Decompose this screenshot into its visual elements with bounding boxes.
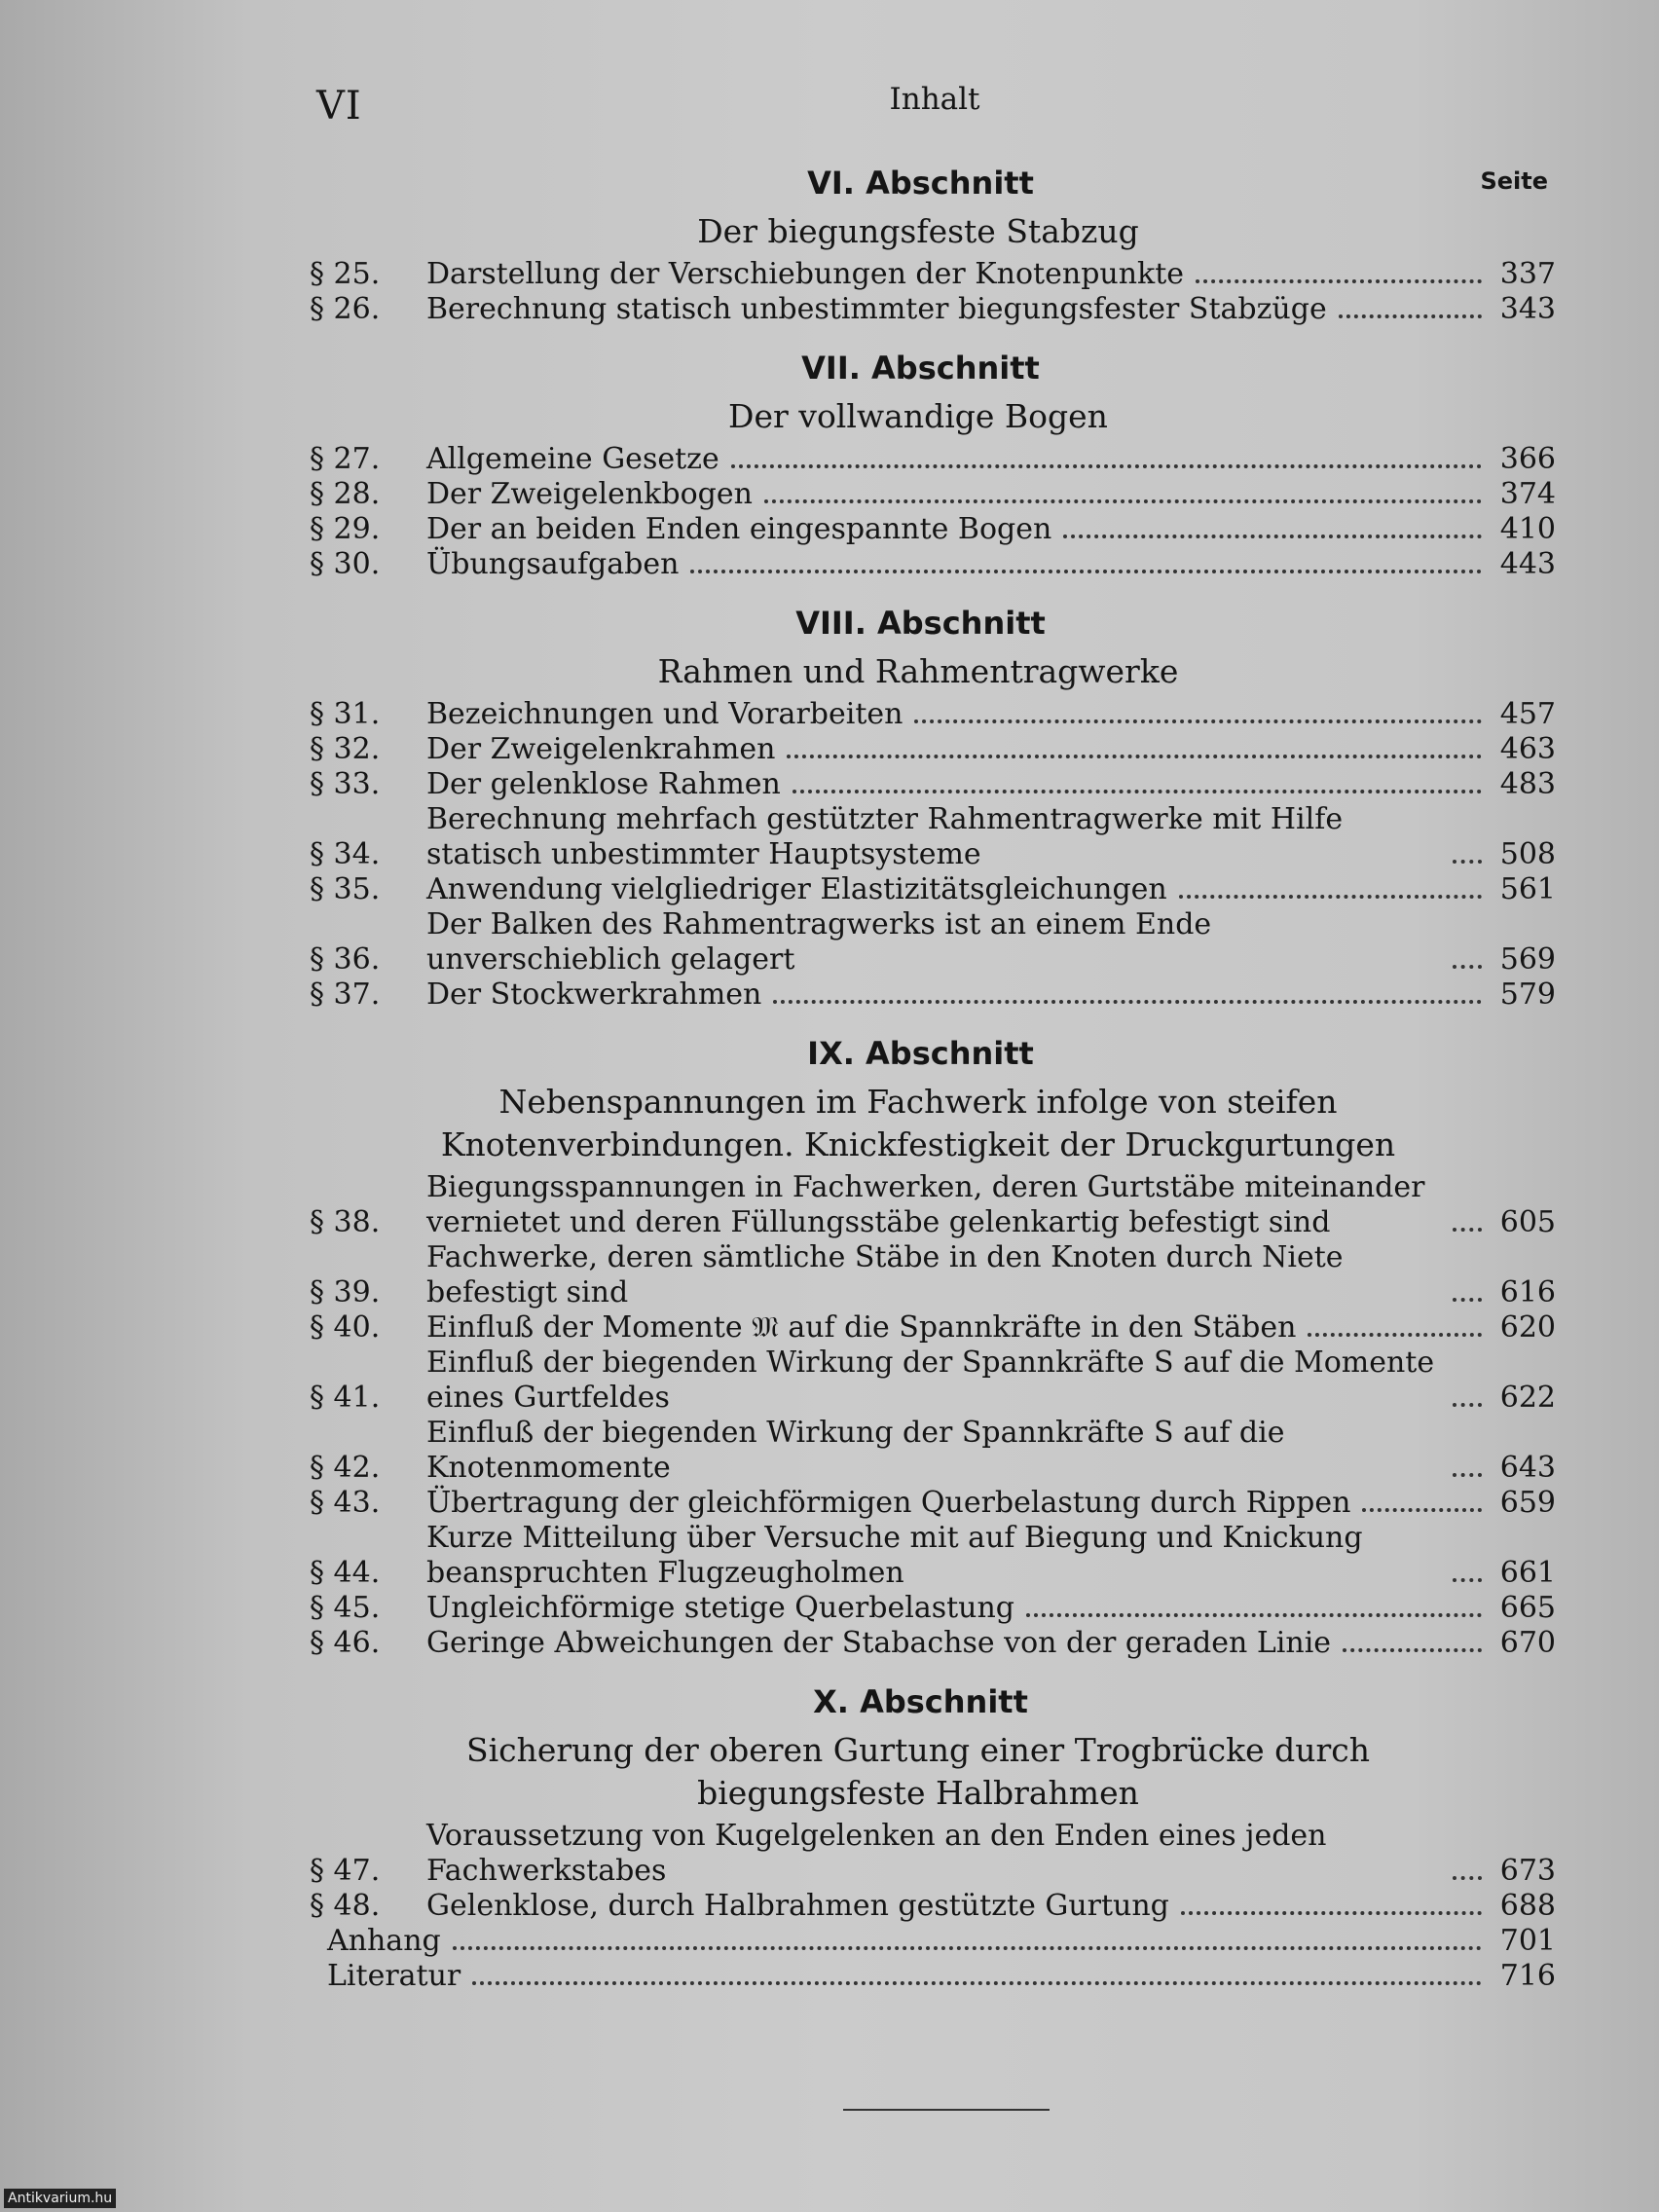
entry-title: Übertragung der gleichförmigen Querbelastung durch Rippen <box>426 1486 1351 1520</box>
entry-title: Gelenklose, durch Halbrahmen gestützte Gurtung <box>426 1889 1169 1923</box>
entry-title: Fachwerke, deren sämtliche Stäbe in den Knoten durch Niete befestigt sind <box>426 1240 1344 1309</box>
page-reference: 665 <box>1499 1591 1556 1625</box>
toc-entry <box>310 477 1556 512</box>
entry-body <box>426 257 1497 292</box>
section-spacer <box>310 1013 1556 1026</box>
toc-entry <box>310 1959 1556 1994</box>
section-title: Sicherung der oberen Gurtung einer Trogbrücke durch biegungsfeste Halbrahmen <box>465 1731 1371 1812</box>
entry-title: Einfluß der biegenden Wirkung der Spannkräfte S auf die Knotenmomente <box>426 1416 1285 1485</box>
paragraph-number: § 40. <box>310 1310 381 1345</box>
watermark: Antikvarium.hu <box>4 2189 116 2208</box>
section-title: Der vollwandige Bogen <box>728 397 1108 435</box>
dot-leader <box>1453 965 1482 969</box>
toc-entry <box>310 1924 1556 1959</box>
entry-title: Der Balken des Rahmentragwerks ist an einem Ende unverschieblich gelagert <box>426 907 1212 977</box>
entry-body <box>426 767 1497 802</box>
dot-leader <box>1453 1473 1482 1477</box>
entry-title: Einfluß der biegenden Wirkung der Spannkräfte S auf die Momente eines Gurtfeldes <box>426 1346 1435 1415</box>
paragraph-number: § 38. <box>310 1205 381 1239</box>
page-reference: 605 <box>1499 1205 1556 1239</box>
page-reference: 410 <box>1499 512 1556 546</box>
dot-leader <box>773 1000 1482 1004</box>
dot-leader <box>1453 1876 1482 1880</box>
dot-leader <box>472 1981 1482 1985</box>
running-title: Inhalt <box>889 82 980 117</box>
section-heading: VII. Abschnitt <box>801 350 1040 387</box>
toc-entry <box>310 1416 1556 1486</box>
paragraph-number: § 35. <box>310 872 381 906</box>
toc-entry <box>310 1521 1556 1591</box>
toc-section <box>310 1675 1556 2008</box>
dot-leader <box>1181 1911 1482 1915</box>
entry-title: Geringe Abweichungen der Stabachse von der geraden Linie <box>426 1626 1332 1660</box>
paragraph-number: § 34. <box>310 837 381 871</box>
toc-entry <box>310 907 1556 977</box>
entry-body <box>426 1170 1497 1240</box>
entry-body <box>426 292 1497 327</box>
entry-title: Ungleichförmige stetige Querbelastung <box>426 1591 1015 1625</box>
page-number: VI <box>316 84 362 129</box>
toc-entry <box>310 292 1556 327</box>
toc-entry <box>310 802 1556 872</box>
paragraph-number: § 37. <box>310 977 381 1012</box>
paragraph-number: § 41. <box>310 1381 381 1415</box>
section-title: Rahmen und Rahmentragwerke <box>657 652 1179 690</box>
dot-leader <box>764 499 1482 503</box>
dot-leader <box>1453 1403 1482 1407</box>
page-reference: 643 <box>1499 1451 1556 1485</box>
dot-leader <box>1179 895 1482 899</box>
entry-body <box>426 697 1497 732</box>
paragraph-number: § 46. <box>310 1626 381 1660</box>
dot-leader <box>1308 1333 1482 1337</box>
section-heading: IX. Abschnitt <box>807 1035 1034 1072</box>
dot-leader <box>1339 314 1482 318</box>
entry-body <box>426 872 1497 907</box>
section-heading: VIII. Abschnitt <box>795 605 1046 642</box>
toc-entry <box>310 767 1556 802</box>
paragraph-number: § 33. <box>310 767 381 801</box>
dot-leader <box>690 570 1482 573</box>
entry-body <box>426 1346 1497 1416</box>
entry-title: Der Stockwerkrahmen <box>426 977 762 1012</box>
toc-section <box>310 156 1556 341</box>
dot-leader <box>1063 535 1482 538</box>
page-reference: 508 <box>1499 837 1556 871</box>
toc-entry <box>310 1889 1556 1924</box>
paragraph-number: § 25. <box>310 257 381 291</box>
paragraph-number: § 30. <box>310 547 381 581</box>
page-reference: 443 <box>1499 547 1556 581</box>
toc-entry <box>310 697 1556 732</box>
page-reference: 620 <box>1499 1310 1556 1345</box>
page-reference: 374 <box>1499 477 1556 511</box>
page-reference: 673 <box>1499 1854 1556 1888</box>
entry-title: Der an beiden Enden eingespannte Bogen <box>426 512 1052 546</box>
entry-body <box>426 1310 1497 1346</box>
page-reference: 659 <box>1499 1486 1556 1520</box>
entry-body <box>426 1626 1497 1661</box>
page-reference: 701 <box>1499 1924 1556 1958</box>
toc-entry <box>310 1486 1556 1521</box>
dot-leader <box>453 1946 1482 1950</box>
dot-leader <box>1453 1578 1482 1582</box>
entry-title: Kurze Mitteilung über Versuche mit auf Biegung und Knickung beanspruchten Flugzeugholmen <box>426 1521 1363 1590</box>
section-heading: VI. Abschnitt <box>807 165 1034 202</box>
toc-entry <box>310 257 1556 292</box>
dot-leader <box>731 464 1482 468</box>
section-spacer <box>310 582 1556 596</box>
entry-title: Berechnung mehrfach gestützter Rahmentragwerke mit Hilfe statisch unbestimmter Hauptsysteme <box>426 802 1344 871</box>
dot-leader <box>1453 860 1482 864</box>
paragraph-number: § 42. <box>310 1451 381 1485</box>
toc-entry <box>310 547 1556 582</box>
paragraph-number: § 32. <box>310 732 381 766</box>
page-reference: 561 <box>1499 872 1556 906</box>
page-reference: 569 <box>1499 942 1556 977</box>
toc-entry <box>310 1240 1556 1310</box>
page-reference: 688 <box>1499 1889 1556 1923</box>
entry-body <box>426 442 1497 477</box>
toc-entry <box>310 512 1556 547</box>
entry-title: Voraussetzung von Kugelgelenken an den Enden eines jeden Fachwerkstabes <box>426 1819 1327 1888</box>
page-header <box>316 78 1553 136</box>
entry-body <box>426 907 1497 977</box>
dot-leader <box>1453 1228 1482 1232</box>
paragraph-number: § 36. <box>310 942 381 977</box>
entry-body <box>426 1521 1497 1591</box>
page-reference: 457 <box>1499 697 1556 731</box>
toc-entry <box>310 1819 1556 1889</box>
entry-title: Der Zweigelenkbogen <box>426 477 753 511</box>
paragraph-number: § 48. <box>310 1889 381 1923</box>
entry-title: Der Zweigelenkrahmen <box>426 732 776 766</box>
page-reference: 661 <box>1499 1556 1556 1590</box>
dot-leader <box>1026 1613 1482 1617</box>
dot-leader <box>793 790 1482 793</box>
entry-title: Literatur <box>327 1959 461 1993</box>
entry-title: Allgemeine Gesetze <box>426 442 719 476</box>
paragraph-number: § 29. <box>310 512 381 546</box>
section-heading: X. Abschnitt <box>813 1683 1028 1720</box>
page-reference: 616 <box>1499 1275 1556 1309</box>
entry-body <box>426 1889 1497 1924</box>
page-reference: 670 <box>1499 1626 1556 1660</box>
dot-leader <box>1362 1508 1482 1512</box>
page-reference: 579 <box>1499 977 1556 1012</box>
page-reference: 343 <box>1499 292 1556 326</box>
dot-leader <box>1196 279 1482 283</box>
entry-title: Darstellung der Verschiebungen der Knotenpunkte <box>426 257 1185 291</box>
entry-body <box>426 477 1497 512</box>
page-reference: 463 <box>1499 732 1556 766</box>
table-of-contents <box>310 156 1556 2008</box>
entry-title: Anhang <box>327 1924 441 1958</box>
paragraph-number: § 27. <box>310 442 381 476</box>
toc-entry <box>310 1310 1556 1346</box>
entry-body <box>426 1240 1497 1310</box>
page-reference: 622 <box>1499 1381 1556 1415</box>
toc-entry <box>310 442 1556 477</box>
entry-body <box>426 512 1497 547</box>
entry-body <box>426 802 1497 872</box>
toc-section <box>310 596 1556 1026</box>
section-title: Der biegungsfeste Stabzug <box>697 212 1139 250</box>
page-reference: 337 <box>1499 257 1556 291</box>
paragraph-number: § 31. <box>310 697 381 731</box>
page-reference: 483 <box>1499 767 1556 801</box>
section-spacer <box>310 1661 1556 1675</box>
entry-body <box>310 1959 1497 1994</box>
toc-entry <box>310 1591 1556 1626</box>
section-title: Nebenspannungen im Fachwerk infolge von steifen Knotenverbindungen. Knickfestigkeit der Druckgurtungen <box>440 1083 1396 1163</box>
entry-body <box>426 732 1497 767</box>
toc-section <box>310 1026 1556 1675</box>
toc-entry <box>310 1170 1556 1240</box>
entry-body <box>426 1591 1497 1626</box>
toc-entry <box>310 872 1556 907</box>
paragraph-number: § 39. <box>310 1275 381 1309</box>
dot-leader <box>787 755 1482 758</box>
page-column-label: Seite <box>1480 167 1548 195</box>
entry-title: Der gelenklose Rahmen <box>426 767 781 801</box>
dot-leader <box>1343 1648 1482 1652</box>
entry-title: Anwendung vielgliedriger Elastizitätsgleichungen <box>426 872 1167 906</box>
paragraph-number: § 43. <box>310 1486 381 1520</box>
section-spacer <box>310 327 1556 341</box>
entry-title: Berechnung statisch unbestimmter biegungsfester Stabzüge <box>426 292 1327 326</box>
dot-leader <box>914 719 1482 723</box>
paragraph-number: § 26. <box>310 292 381 326</box>
entry-body <box>426 977 1497 1013</box>
toc-entry <box>310 977 1556 1013</box>
page-reference: 716 <box>1499 1959 1556 1993</box>
entry-body <box>426 547 1497 582</box>
entry-title: Einfluß der Momente 𝔐 auf die Spannkräfte in den Stäben <box>426 1310 1297 1345</box>
entry-title: Bezeichnungen und Vorarbeiten <box>426 697 903 731</box>
section-spacer <box>310 1994 1556 2008</box>
toc-section <box>310 341 1556 596</box>
entry-body <box>310 1924 1497 1959</box>
toc-entry <box>310 1626 1556 1661</box>
paragraph-number: § 45. <box>310 1591 381 1625</box>
paragraph-number: § 44. <box>310 1556 381 1590</box>
dot-leader <box>1453 1298 1482 1302</box>
paragraph-number: § 47. <box>310 1854 381 1888</box>
page-reference: 366 <box>1499 442 1556 476</box>
entry-body <box>426 1819 1497 1889</box>
entry-body <box>426 1486 1497 1521</box>
paragraph-number: § 28. <box>310 477 381 511</box>
toc-entry <box>310 732 1556 767</box>
entry-body <box>426 1416 1497 1486</box>
entry-title: Biegungsspannungen in Fachwerken, deren Gurtstäbe miteinander vernietet und deren Füllungsstäbe gelenkartig befestigt sind <box>426 1170 1425 1239</box>
toc-entry <box>310 1346 1556 1416</box>
closing-rule <box>843 2109 1050 2111</box>
entry-title: Übungsaufgaben <box>426 547 680 581</box>
